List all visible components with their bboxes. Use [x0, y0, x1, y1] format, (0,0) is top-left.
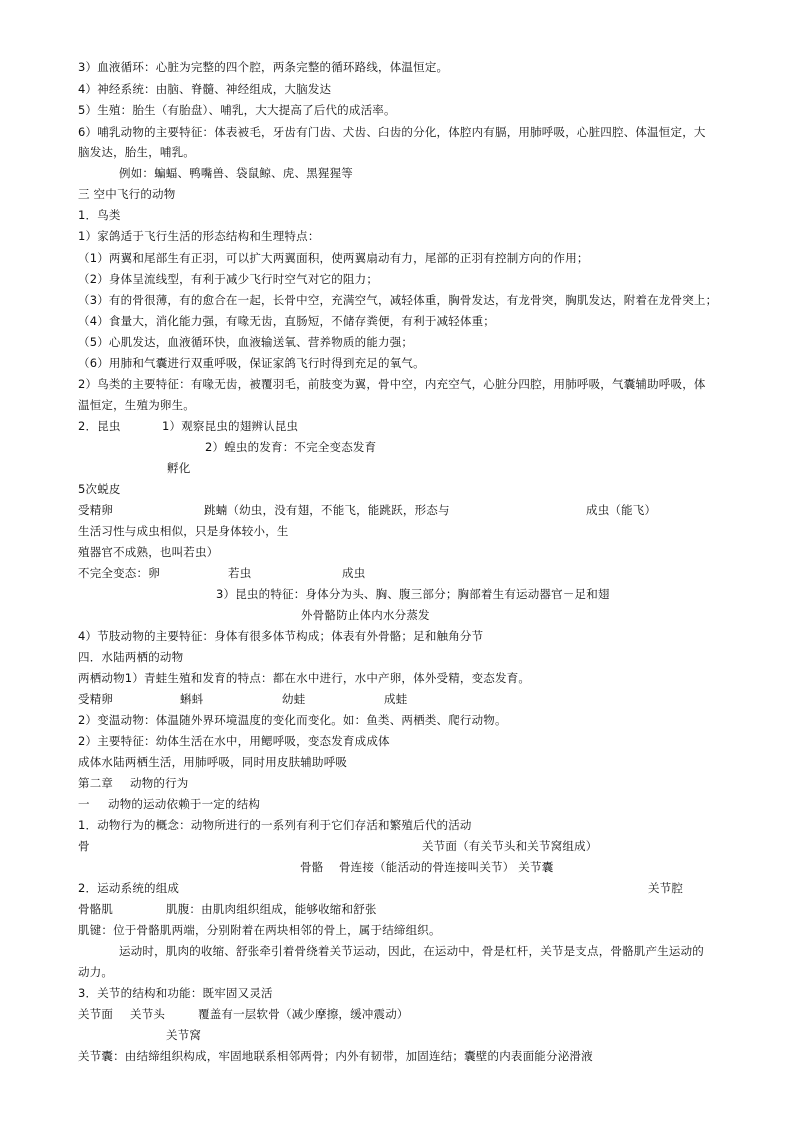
text-line: 3）血液循环：心脏为完整的四个腔，两条完整的循环路线，体温恒定。 [78, 60, 449, 74]
text-line: 覆盖有一层软骨（减少摩擦，缓冲震动） [198, 1007, 409, 1021]
diagram-label: 孵化 [167, 461, 191, 475]
text-line: （2）身体呈流线型，有利于减少飞行时空气对它的阻力； [78, 272, 379, 286]
text-line: 2）鸟类的主要特征：有喙无齿，被覆羽毛，前肢变为翼，骨中空，内充空气，心脏分四腔，用肺呼吸，气囊辅助呼吸，体 [78, 377, 706, 391]
diagram-label: 受精卵 [78, 503, 114, 517]
diagram-label: 幼蛙 [282, 692, 306, 706]
text-line: （6）用肺和气囊进行双重呼吸，保证家鸽飞行时得到充足的氧气。 [78, 356, 425, 370]
text-line: （1）两翼和尾部生有正羽，可以扩大两翼面积，使两翼扇动有力，尾部的正羽有控制方向的作用； [78, 251, 589, 265]
text-line: 1）家鸽适于飞行生活的形态结构和生理特点： [78, 229, 320, 243]
diagram-label: 骨骼肌 [78, 902, 114, 916]
diagram-label: 骨骼 骨连接（能活动的骨连接叫关节） 关节囊 [300, 860, 554, 874]
subsection-heading: 2．昆虫 [78, 419, 121, 433]
diagram-label: 关节面 [78, 1007, 114, 1021]
section-heading: 一 [78, 797, 90, 811]
diagram-label: 关节窝 [166, 1028, 202, 1042]
diagram-label: 蝌蚪 [180, 692, 204, 706]
diagram-label: 受精卵 [78, 692, 114, 706]
text-line: 脑发达，胎生，哺乳。 [78, 145, 195, 159]
diagram-label: 成虫 [342, 566, 366, 580]
text-line: 肌键：位于骨骼肌两端，分别附着在两块相邻的骨上，属于结缔组织。 [78, 923, 441, 937]
subsection-heading: 1．鸟类 [78, 208, 121, 222]
section-title: 动物的运动依赖于一定的结构 [108, 797, 261, 811]
chapter-title: 动物的行为 [130, 776, 189, 790]
text-line: 生活习性与成虫相似，只是身体较小，生 [78, 524, 289, 538]
text-line: 殖器官不成熟，也叫若虫） [78, 545, 219, 559]
text-line: 4）神经系统：由脑、脊髓、神经组成，大脑发达 [78, 82, 332, 96]
text-line: 3）昆虫的特征：身体分为头、胸、腹三部分；胸部着生有运动器官－足和翅 [216, 587, 610, 601]
text-line: （4）食量大，消化能力强，有喙无齿，直肠短，不储存粪便，有利于减轻体重； [78, 314, 496, 328]
diagram-label: 成虫（能飞） [586, 503, 657, 517]
text-line: 1．动物行为的概念：动物所进行的一系列有利于它们存活和繁殖后代的活动 [78, 818, 472, 832]
text-line: （3）有的骨很薄，有的愈合在一起，长骨中空，充满空气，减轻体重，胸骨发达，有龙骨突，胸肌发达，附着在龙骨突上； [78, 293, 718, 307]
diagram-label: 关节头 [130, 1007, 166, 1021]
text-line: 4）节肢动物的主要特征：身体有很多体节构成；体表有外骨骼；足和触角分节 [78, 629, 484, 643]
text-line: 2）主要特征：幼体生活在水中，用鳃呼吸，变态发育成成体 [78, 734, 390, 748]
chapter-heading: 第二章 [78, 776, 114, 790]
text-line: 外骨骼防止体内水分蒸发 [301, 608, 430, 622]
diagram-label: 关节腔 [648, 881, 684, 895]
diagram-label: 成蛙 [384, 692, 408, 706]
text-line: 温恒定，生殖为卵生。 [78, 398, 195, 412]
section-heading: 三 空中飞行的动物 [78, 187, 176, 201]
diagram-label: 关节面（有关节头和关节窝组成） [422, 839, 598, 853]
diagram-label: 跳蝻（幼虫，没有翅，不能飞，能跳跃，形态与 [204, 503, 450, 517]
section-heading: 四．水陆两栖的动物 [78, 650, 184, 664]
text-line: 关节囊：由结缔组织构成，牢固地联系相邻两骨；内外有韧带，加固连结；囊壁的内表面能分泌滑液 [78, 1049, 593, 1063]
diagram-label: 5次蜕皮 [78, 482, 121, 496]
text-line: 5）生殖：胎生（有胎盘）、哺乳，大大提高了后代的成活率。 [78, 103, 396, 117]
text-line: 肌腹：由肌肉组织组成，能够收缩和舒张 [166, 902, 377, 916]
text-line: 6）哺乳动物的主要特征：体表被毛，牙齿有门齿、犬齿、臼齿的分化，体腔内有膈，用肺呼吸，心脏四腔、体温恒定，大 [78, 125, 706, 139]
text-line: 两栖动物1）青蛙生殖和发育的特点：都在水中进行，水中产卵，体外受精，变态发育。 [78, 671, 531, 685]
diagram-label: 若虫 [228, 566, 252, 580]
diagram-label: 不完全变态：卵 [78, 566, 160, 580]
text-line: 例如：蝙蝠、鸭嘴兽、袋鼠鲸、虎、黑猩猩等 [119, 166, 353, 180]
diagram-label: 骨 [78, 839, 90, 853]
text-line: （5）心肌发达，血液循环快，血液输送氧、营养物质的能力强； [78, 335, 414, 349]
subsection-heading: 2．运动系统的组成 [78, 881, 180, 895]
text-line: 动力。 [78, 965, 114, 979]
text-line: 运动时，肌肉的收缩、舒张牵引着骨绕着关节运动，因此，在运动中，骨是杠杆，关节是支点，骨骼肌产生运动的 [119, 944, 704, 958]
text-line: 2）蝗虫的发育：不完全变态发育 [205, 440, 377, 454]
subsection-heading: 3．关节的结构和功能：既牢固又灵活 [78, 986, 273, 1000]
text-line: 1）观察昆虫的翅辨认昆虫 [162, 419, 299, 433]
text-line: 成体水陆两栖生活，用肺呼吸，同时用皮肤辅助呼吸 [78, 755, 348, 769]
text-line: 2）变温动物：体温随外界环境温度的变化而变化。如：鱼类、两栖类、爬行动物。 [78, 713, 507, 727]
